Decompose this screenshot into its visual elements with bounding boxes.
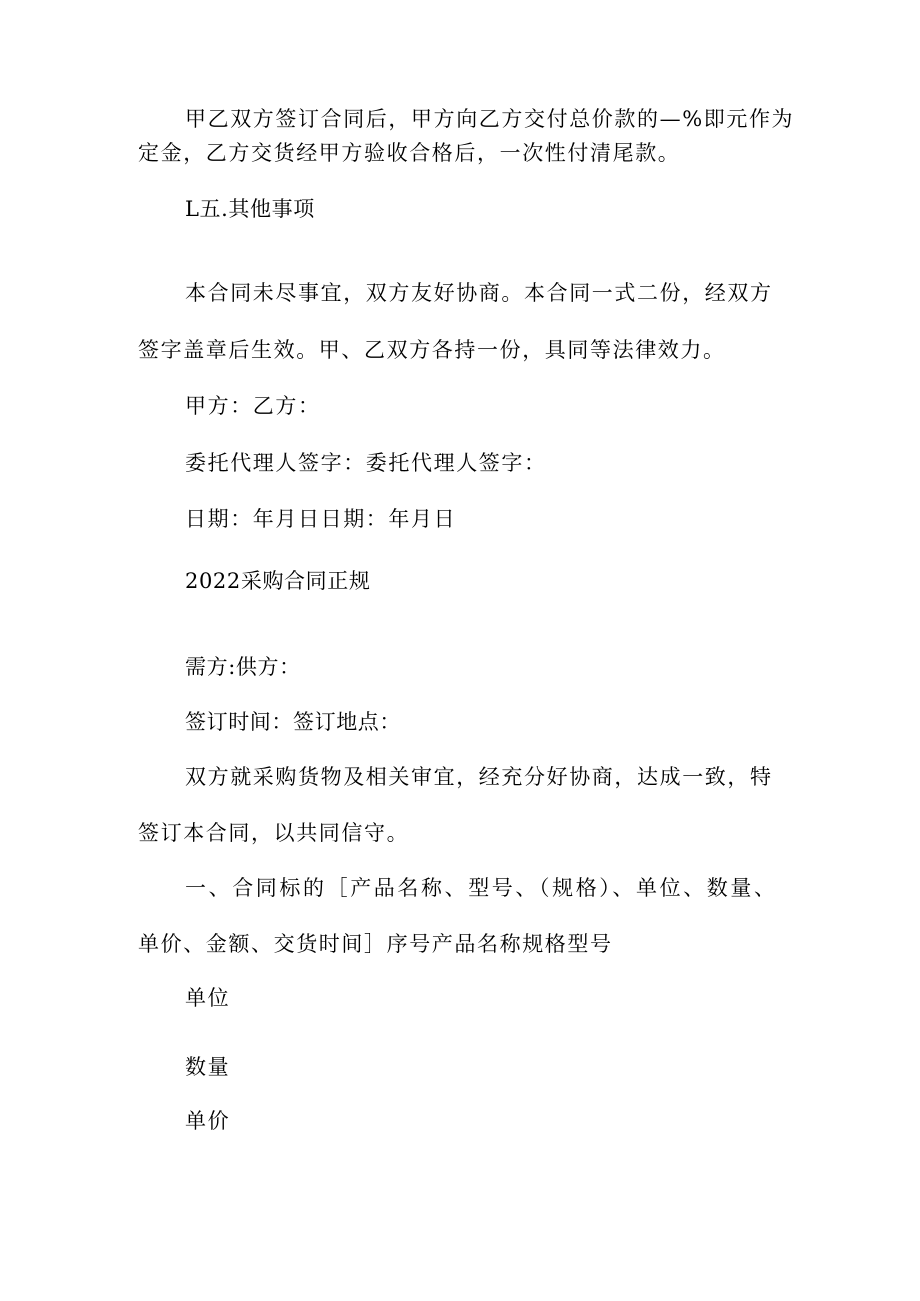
- contract-title: 2022采购合同正规: [185, 569, 371, 593]
- paragraph-agreement-line-2: 签订本合同，以共同信守。: [138, 821, 410, 845]
- paragraph-payment-line-1: 甲乙双方签订合同后，甲方向乙方交付总价款的—%即元作为: [185, 107, 795, 131]
- section-heading-contract-subject-line-1: 一、合同标的［产品名称、型号、（规格）、单位、数量、: [185, 876, 778, 900]
- paragraph-terms-line-1: 本合同未尽事宜，双方友好协商。本合同一式二份，经双方: [185, 281, 773, 305]
- paragraph-agreement-line-1: 双方就采购货物及相关审宜，经充分好协商，达成一致，特: [185, 765, 773, 789]
- field-quantity: 数量: [185, 1055, 231, 1079]
- date-line: 日期：年月日日期：年月日: [185, 507, 457, 531]
- paragraph-payment-line-2: 定金，乙方交货经甲方验收合格后，一次性付清尾款。: [138, 141, 681, 165]
- parties-line: 甲方：乙方：: [185, 394, 321, 418]
- buyer-supplier-line: 需方:供方：: [185, 655, 301, 679]
- signing-time-place-line: 签订时间：签订地点：: [185, 710, 401, 734]
- agent-signature-line: 委托代理人签字：委托代理人签字：: [185, 451, 547, 475]
- section-heading-contract-subject-line-2: 单价、金额、交货时间］序号产品名称规格型号: [138, 932, 613, 956]
- field-unit: 单位: [185, 986, 231, 1010]
- paragraph-terms-line-2: 签字盖章后生效。甲、乙双方各持一份，具同等法律效力。: [138, 338, 726, 362]
- field-unit-price: 单价: [185, 1109, 231, 1133]
- section-heading-other-matters: L五.其他事项: [185, 197, 315, 221]
